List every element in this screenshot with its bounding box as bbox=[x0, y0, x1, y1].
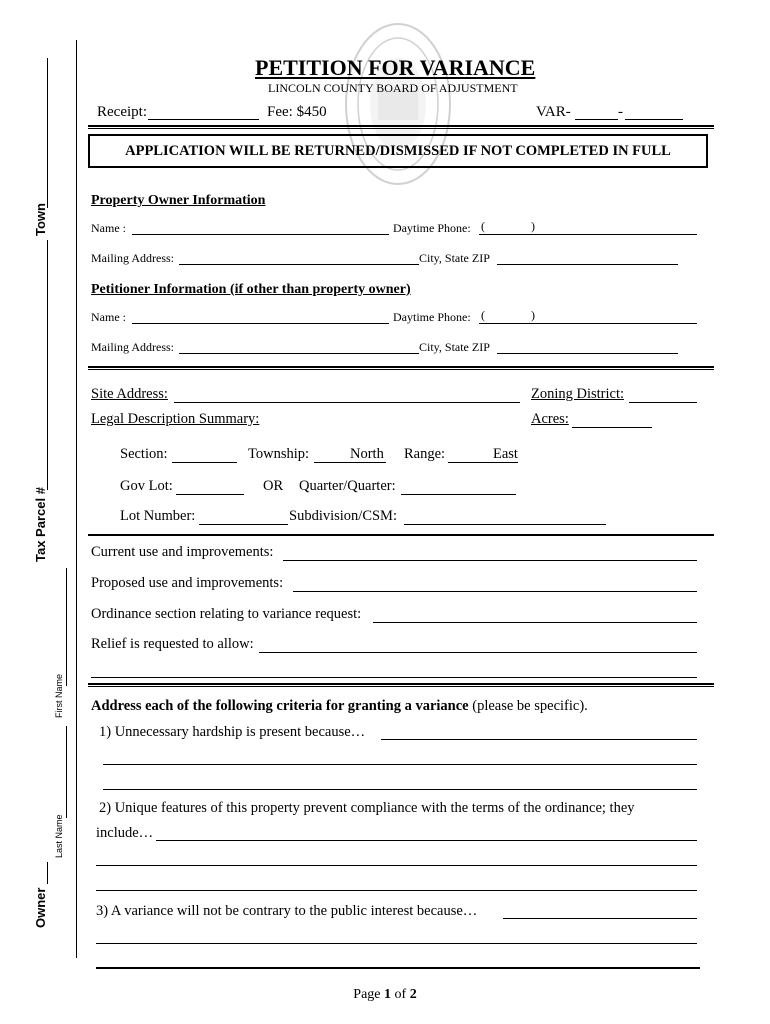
criteria-3-field[interactable] bbox=[503, 918, 697, 919]
town-field-line[interactable] bbox=[47, 58, 48, 208]
owner-name-field[interactable] bbox=[132, 234, 389, 235]
township-direction: North bbox=[350, 446, 384, 462]
site-divider bbox=[88, 366, 714, 370]
owner-city-field[interactable] bbox=[497, 264, 678, 265]
town-label: Town bbox=[33, 203, 48, 236]
criteria-item-3: 3) A variance will not be contrary to the public interest because… bbox=[96, 903, 478, 919]
subdivision-label: Subdivision/CSM: bbox=[289, 508, 397, 524]
petitioner-city-label: City, State ZIP bbox=[419, 340, 490, 354]
receipt-label: Receipt: bbox=[97, 104, 147, 120]
legal-description-label: Legal Description Summary: bbox=[91, 411, 260, 427]
range-label: Range: bbox=[404, 446, 446, 462]
var-number-field-1[interactable] bbox=[575, 119, 618, 120]
criteria-2-field-line-3[interactable] bbox=[96, 890, 697, 891]
relief-label: Relief is requested to allow: bbox=[91, 636, 254, 652]
page-total: 2 bbox=[409, 987, 417, 1002]
var-label: VAR- bbox=[536, 104, 571, 120]
quarter-quarter-label: Quarter/Quarter: bbox=[299, 478, 396, 494]
criteria-heading-note: (please be specific). bbox=[468, 698, 588, 714]
criteria-3-field-line-2[interactable] bbox=[96, 943, 697, 944]
owner-phone-close: ) bbox=[531, 219, 535, 233]
or-label: OR bbox=[263, 478, 284, 494]
page-title: PETITION FOR VARIANCE bbox=[255, 55, 536, 80]
criteria-item-2-line-1: 2) Unique features of this property prevent compliance with the terms of the ordinance; they bbox=[99, 800, 635, 816]
notice-box bbox=[88, 134, 708, 168]
quarter-quarter-field[interactable] bbox=[401, 494, 516, 495]
owner-label: Owner bbox=[33, 887, 48, 928]
relief-field-continued[interactable] bbox=[91, 677, 697, 678]
first-name-field-line[interactable] bbox=[66, 568, 67, 686]
criteria-1-field-line-3[interactable] bbox=[103, 789, 697, 790]
criteria-3-field-line-3[interactable] bbox=[96, 967, 700, 969]
page-prefix: Page bbox=[353, 987, 385, 1002]
site-address-field[interactable] bbox=[174, 402, 520, 403]
relief-field[interactable] bbox=[259, 652, 697, 653]
subdivision-field[interactable] bbox=[404, 524, 606, 525]
margin-rule bbox=[76, 40, 77, 958]
notice-text: APPLICATION WILL BE RETURNED/DISMISSED IF NOT COMPLETED IN FULL bbox=[125, 143, 671, 159]
owner-address-label: Mailing Address: bbox=[91, 251, 174, 265]
ordinance-field[interactable] bbox=[373, 622, 697, 623]
criteria-divider bbox=[88, 683, 714, 687]
criteria-heading bbox=[91, 698, 588, 715]
petitioner-phone-label: Daytime Phone: bbox=[393, 310, 471, 324]
receipt-field[interactable] bbox=[148, 119, 259, 120]
petitioner-name-label: Name : bbox=[91, 310, 126, 324]
criteria-item-2-line-2: include… bbox=[96, 825, 154, 841]
criteria-1-field[interactable] bbox=[381, 739, 697, 740]
criteria-item-1: 1) Unnecessary hardship is present because… bbox=[99, 724, 366, 740]
owner-field-line[interactable] bbox=[47, 862, 48, 884]
current-use-field[interactable] bbox=[283, 560, 697, 561]
current-use-label: Current use and improvements: bbox=[91, 544, 274, 560]
township-label: Township: bbox=[248, 446, 310, 462]
last-name-field-line[interactable] bbox=[66, 726, 67, 818]
tax-parcel-label: Tax Parcel # bbox=[33, 487, 48, 562]
petitioner-phone-field[interactable] bbox=[479, 323, 697, 324]
tax-parcel-field-line[interactable] bbox=[47, 240, 48, 490]
site-address-label: Site Address: bbox=[91, 386, 168, 402]
criteria-2-field-line-2[interactable] bbox=[96, 865, 697, 866]
fee-label: Fee: $450 bbox=[267, 104, 327, 120]
acres-field[interactable] bbox=[572, 427, 652, 428]
owner-address-field[interactable] bbox=[179, 264, 419, 265]
lot-number-field[interactable] bbox=[199, 524, 288, 525]
criteria-heading-bold: Address each of the following criteria for granting a variance bbox=[91, 698, 469, 714]
var-dash: - bbox=[618, 104, 623, 120]
page-current: 1 bbox=[384, 987, 392, 1002]
lot-number-label: Lot Number: bbox=[120, 508, 196, 524]
page-number bbox=[0, 987, 770, 1003]
petitioner-phone-open: ( bbox=[481, 308, 485, 322]
criteria-2-field[interactable] bbox=[156, 840, 697, 841]
petitioner-city-field[interactable] bbox=[497, 353, 678, 354]
petitioner-name-field[interactable] bbox=[132, 323, 389, 324]
gov-lot-field[interactable] bbox=[176, 494, 244, 495]
owner-section-heading: Property Owner Information bbox=[91, 193, 266, 208]
proposed-use-field[interactable] bbox=[293, 591, 697, 592]
page-subtitle: LINCOLN COUNTY BOARD OF ADJUSTMENT bbox=[268, 81, 518, 95]
page-mid: of bbox=[391, 987, 410, 1002]
header-divider bbox=[88, 125, 714, 129]
criteria-1-field-line-2[interactable] bbox=[103, 764, 697, 765]
last-name-label: Last Name bbox=[54, 814, 64, 858]
gov-lot-label: Gov Lot: bbox=[120, 478, 173, 494]
use-divider bbox=[88, 534, 714, 536]
range-direction: East bbox=[493, 446, 518, 462]
petitioner-section-heading: Petitioner Information (if other than property owner) bbox=[91, 282, 411, 297]
owner-phone-field[interactable] bbox=[479, 234, 697, 235]
owner-city-label: City, State ZIP bbox=[419, 251, 490, 265]
petitioner-address-field[interactable] bbox=[179, 353, 419, 354]
acres-label: Acres: bbox=[531, 411, 569, 427]
var-number-field-2[interactable] bbox=[625, 119, 683, 120]
section-label: Section: bbox=[120, 446, 168, 462]
section-field[interactable] bbox=[172, 462, 237, 463]
zoning-field[interactable] bbox=[629, 402, 697, 403]
owner-phone-open: ( bbox=[481, 219, 485, 233]
owner-phone-label: Daytime Phone: bbox=[393, 221, 471, 235]
petitioner-phone-close: ) bbox=[531, 308, 535, 322]
zoning-label: Zoning District: bbox=[531, 386, 625, 402]
petitioner-address-label: Mailing Address: bbox=[91, 340, 174, 354]
proposed-use-label: Proposed use and improvements: bbox=[91, 575, 284, 591]
first-name-label: First Name bbox=[54, 673, 64, 718]
owner-name-label: Name : bbox=[91, 221, 126, 235]
ordinance-label: Ordinance section relating to variance request: bbox=[91, 606, 362, 622]
